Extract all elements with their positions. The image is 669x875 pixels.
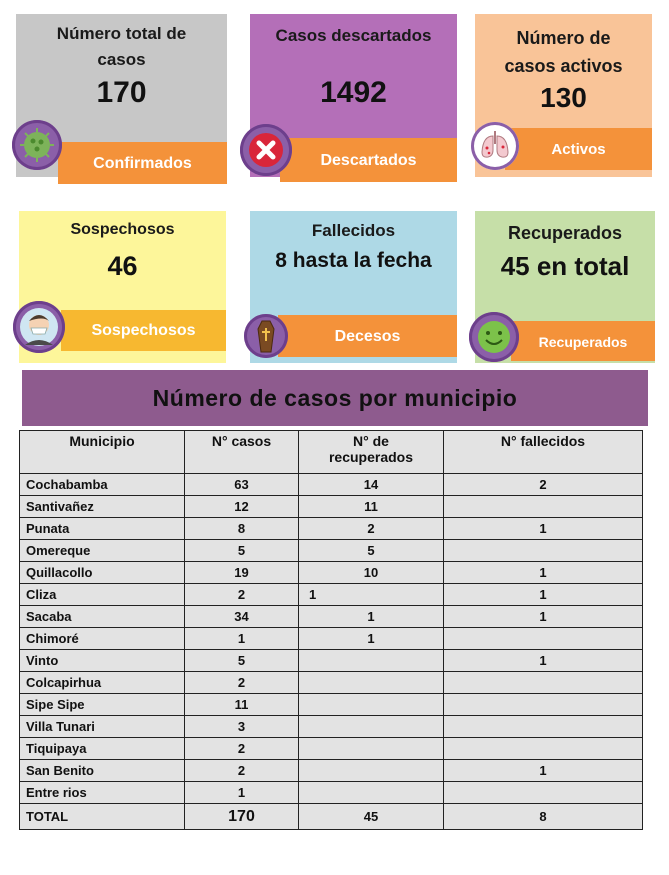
cell-municipio: Cliza: [20, 584, 185, 606]
cell-municipio: Colcapirhua: [20, 672, 185, 694]
card-value: 46: [107, 251, 138, 281]
cell-fallecidos: 1: [444, 584, 643, 606]
coffin-icon: [244, 314, 288, 358]
cell-casos: 19: [185, 562, 299, 584]
table-total-row: [20, 804, 643, 830]
cell-recuperados: [299, 650, 444, 672]
cell-recuperados: [299, 738, 444, 760]
cell-recuperados: [299, 694, 444, 716]
cell-fallecidos: 1: [444, 562, 643, 584]
card-title-line1: Número total de: [56, 24, 187, 43]
table-row: [20, 562, 643, 584]
table-header-row: [20, 431, 643, 474]
table-row: [20, 716, 643, 738]
card-fallecidos: [250, 211, 457, 363]
total-label: TOTAL: [20, 804, 185, 830]
table-row: [20, 760, 643, 782]
virus-icon: [12, 120, 62, 170]
cell-fallecidos: 1: [444, 606, 643, 628]
cell-municipio: Quillacollo: [20, 562, 185, 584]
card-bar-label: Descartados: [280, 138, 457, 182]
card-recuperados: [475, 211, 655, 363]
cell-casos: 3: [185, 716, 299, 738]
municipios-table: [19, 430, 643, 830]
cell-fallecidos: [444, 496, 643, 518]
cell-fallecidos: [444, 672, 643, 694]
cell-casos: 8: [185, 518, 299, 540]
cell-municipio: Chimoré: [20, 628, 185, 650]
cell-casos: 5: [185, 540, 299, 562]
card-value: 130: [540, 82, 587, 113]
cell-recuperados: 14: [299, 474, 444, 496]
total-casos: 170: [185, 804, 299, 830]
lungs-icon: [471, 122, 519, 170]
table-row: [20, 650, 643, 672]
cell-casos: 5: [185, 650, 299, 672]
cell-casos: 2: [185, 760, 299, 782]
cell-casos: 12: [185, 496, 299, 518]
card-descartados: [250, 14, 457, 177]
table-row: [20, 496, 643, 518]
card-value: 170: [96, 76, 147, 109]
card-title: Sospechosos: [70, 221, 175, 238]
cell-municipio: Vinto: [20, 650, 185, 672]
cell-fallecidos: 1: [444, 650, 643, 672]
header-recuperados: [299, 431, 444, 474]
cell-casos: 2: [185, 738, 299, 760]
card-value: 45 en total: [500, 251, 630, 281]
cell-fallecidos: 2: [444, 474, 643, 496]
cell-recuperados: 1: [299, 628, 444, 650]
cell-municipio: Omereque: [20, 540, 185, 562]
cell-casos: 63: [185, 474, 299, 496]
table-row: [20, 474, 643, 496]
cell-casos: 1: [185, 782, 299, 804]
cell-municipio: Santivañez: [20, 496, 185, 518]
cell-municipio: Sipe Sipe: [20, 694, 185, 716]
table-row: [20, 738, 643, 760]
masked-face-icon: [13, 301, 65, 353]
cell-fallecidos: [444, 782, 643, 804]
card-bar-label: Recuperados: [511, 321, 655, 361]
cell-municipio: Villa Tunari: [20, 716, 185, 738]
table-row: [20, 540, 643, 562]
card-activos: [475, 14, 652, 177]
card-bar-label: Confirmados: [58, 142, 227, 184]
card-title: Fallecidos: [311, 221, 396, 240]
cell-municipio: Cochabamba: [20, 474, 185, 496]
cell-fallecidos: [444, 628, 643, 650]
header-recuperados-line1: N° de: [353, 433, 389, 449]
card-bar-label: Sospechosos: [61, 310, 226, 351]
cell-fallecidos: 1: [444, 760, 643, 782]
table-row: [20, 628, 643, 650]
card-title-line2: casos: [97, 50, 146, 69]
table-banner-title: Número de casos por municipio: [22, 370, 648, 426]
cell-fallecidos: [444, 738, 643, 760]
cell-fallecidos: 1: [444, 518, 643, 540]
card-bar-label: Decesos: [278, 315, 457, 357]
cell-recuperados: 5: [299, 540, 444, 562]
cell-casos: 1: [185, 628, 299, 650]
total-recuperados: 45: [299, 804, 444, 830]
total-fallecidos: 8: [444, 804, 643, 830]
card-bar-label: Activos: [505, 128, 652, 170]
card-title-line2: casos activos: [504, 56, 623, 76]
card-total-casos: [16, 14, 227, 177]
header-casos: N° casos: [185, 431, 299, 474]
card-title: Recuperados: [507, 223, 623, 243]
cell-recuperados: [299, 760, 444, 782]
table-row: [20, 606, 643, 628]
cell-casos: 2: [185, 672, 299, 694]
card-value: 1492: [320, 76, 387, 109]
cell-fallecidos: [444, 716, 643, 738]
table-row: [20, 694, 643, 716]
card-title-line1: Número de: [516, 28, 611, 48]
x-circle-icon: [240, 124, 292, 176]
cell-recuperados: [299, 716, 444, 738]
cell-municipio: Punata: [20, 518, 185, 540]
header-recuperados-line2: recuperados: [328, 449, 414, 465]
cell-municipio: Entre rios: [20, 782, 185, 804]
table-row: [20, 782, 643, 804]
cell-casos: 34: [185, 606, 299, 628]
card-value: 8 hasta la fecha: [275, 249, 432, 272]
card-title: Casos descartados: [275, 26, 432, 45]
cell-fallecidos: [444, 540, 643, 562]
cell-casos: 2: [185, 584, 299, 606]
header-municipio: Municipio: [20, 431, 185, 474]
cell-municipio: Sacaba: [20, 606, 185, 628]
cell-recuperados: 10: [299, 562, 444, 584]
header-fallecidos: N° fallecidos: [444, 431, 643, 474]
cell-fallecidos: [444, 694, 643, 716]
table-row: [20, 672, 643, 694]
table-row: [20, 518, 643, 540]
cell-casos: 11: [185, 694, 299, 716]
cell-recuperados: 1: [299, 606, 444, 628]
card-sospechosos: [19, 211, 226, 363]
cell-recuperados: 2: [299, 518, 444, 540]
cell-recuperados: [299, 672, 444, 694]
cell-recuperados: 11: [299, 496, 444, 518]
smiley-icon: [469, 312, 519, 362]
table-row: [20, 584, 643, 606]
cell-municipio: Tiquipaya: [20, 738, 185, 760]
cell-recuperados: 1: [299, 584, 444, 606]
cell-municipio: San Benito: [20, 760, 185, 782]
cell-recuperados: [299, 782, 444, 804]
